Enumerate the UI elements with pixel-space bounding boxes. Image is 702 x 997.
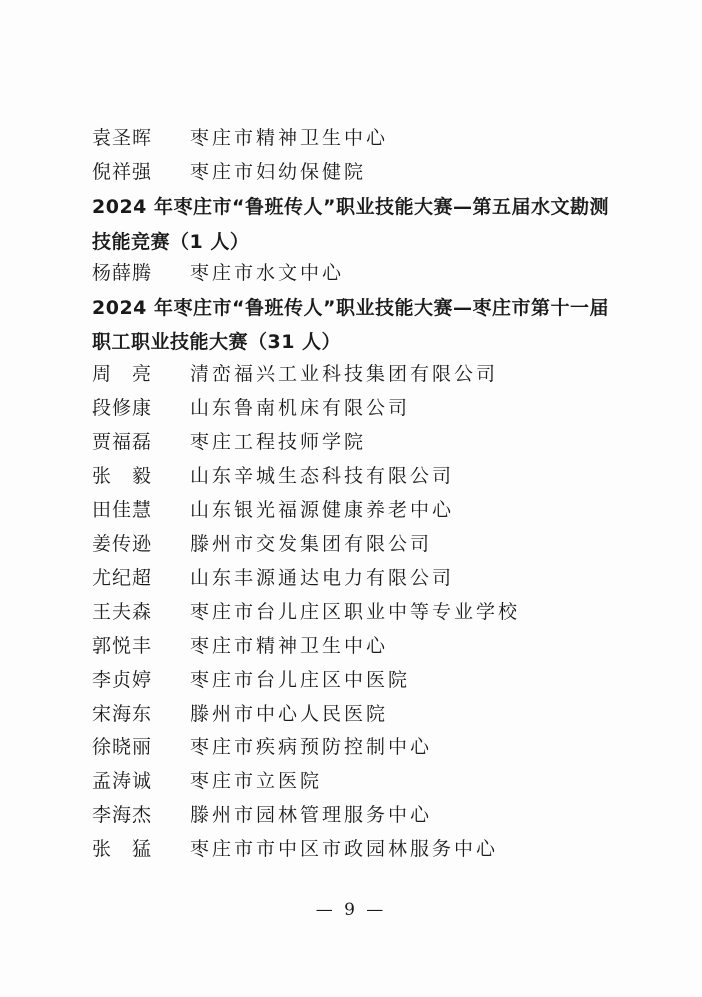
section-heading-line: 2024 年枣庄市“鲁班传人”职业技能大赛—第五届水文勘测	[92, 196, 609, 218]
person-name: 尤纪超	[92, 567, 153, 589]
list-item	[92, 766, 322, 796]
organization: 清峦福兴工业科技集团有限公司	[190, 363, 499, 385]
organization: 枣庄市精神卫生中心	[190, 127, 389, 149]
organization: 枣庄市精神卫生中心	[190, 635, 389, 657]
person-name: 贾福磊	[92, 431, 153, 453]
list-item	[92, 529, 432, 559]
list-item	[92, 800, 432, 830]
person-name: 田佳慧	[92, 499, 153, 521]
person-name: 孟涛诚	[92, 770, 153, 792]
organization: 枣庄市水文中心	[190, 262, 345, 284]
section-heading-line: 职工职业技能大赛（31 人）	[92, 331, 342, 353]
list-item	[92, 427, 366, 457]
person-name: 郭悦丰	[92, 635, 153, 657]
organization: 山东丰源通达电力有限公司	[190, 567, 455, 589]
list-item	[92, 597, 520, 627]
organization: 滕州市园林管理服务中心	[190, 804, 433, 826]
person-name: 徐晓丽	[92, 736, 153, 758]
person-name: 杨薛腾	[92, 262, 153, 284]
list-item	[92, 393, 410, 423]
organization: 滕州市中心人民医院	[190, 703, 389, 725]
organization: 山东银光福源健康养老中心	[190, 499, 455, 521]
section-heading-line: 技能竞赛（1 人）	[92, 231, 250, 253]
organization: 枣庄市台儿庄区职业中等专业学校	[190, 601, 521, 623]
list-item	[92, 359, 498, 389]
person-name: 张 毅	[92, 465, 153, 487]
list-item	[92, 834, 498, 864]
list-item	[92, 699, 388, 729]
person-name: 周 亮	[92, 363, 153, 385]
organization: 枣庄市妇幼保健院	[190, 161, 367, 183]
list-item	[92, 157, 366, 187]
person-name: 李海杰	[92, 804, 153, 826]
organization: 枣庄工程技师学院	[190, 431, 367, 453]
organization: 山东辛城生态科技有限公司	[190, 465, 455, 487]
person-name: 段修康	[92, 397, 153, 419]
page-number: — 9 —	[315, 900, 387, 920]
person-name: 王夫森	[92, 601, 153, 623]
list-item	[92, 563, 454, 593]
organization: 枣庄市疾病预防控制中心	[190, 736, 433, 758]
organization: 山东鲁南机床有限公司	[190, 397, 411, 419]
list-item	[92, 258, 344, 288]
organization: 枣庄市台儿庄区中医院	[190, 669, 411, 691]
list-item	[92, 461, 454, 491]
person-name: 李贞婷	[92, 669, 153, 691]
person-name: 张 猛	[92, 838, 153, 860]
organization: 枣庄市立医院	[190, 770, 323, 792]
list-item	[92, 732, 432, 762]
organization: 枣庄市市中区市政园林服务中心	[190, 838, 499, 860]
list-item	[92, 631, 388, 661]
organization: 滕州市交发集团有限公司	[190, 533, 433, 555]
list-item	[92, 665, 410, 695]
person-name: 袁圣晖	[92, 127, 153, 149]
person-name: 姜传逊	[92, 533, 153, 555]
list-item	[92, 123, 388, 153]
section-heading-line: 2024 年枣庄市“鲁班传人”职业技能大赛—枣庄市第十一届	[92, 297, 609, 319]
person-name: 宋海东	[92, 703, 153, 725]
list-item	[92, 495, 454, 525]
person-name: 倪祥强	[92, 161, 153, 183]
